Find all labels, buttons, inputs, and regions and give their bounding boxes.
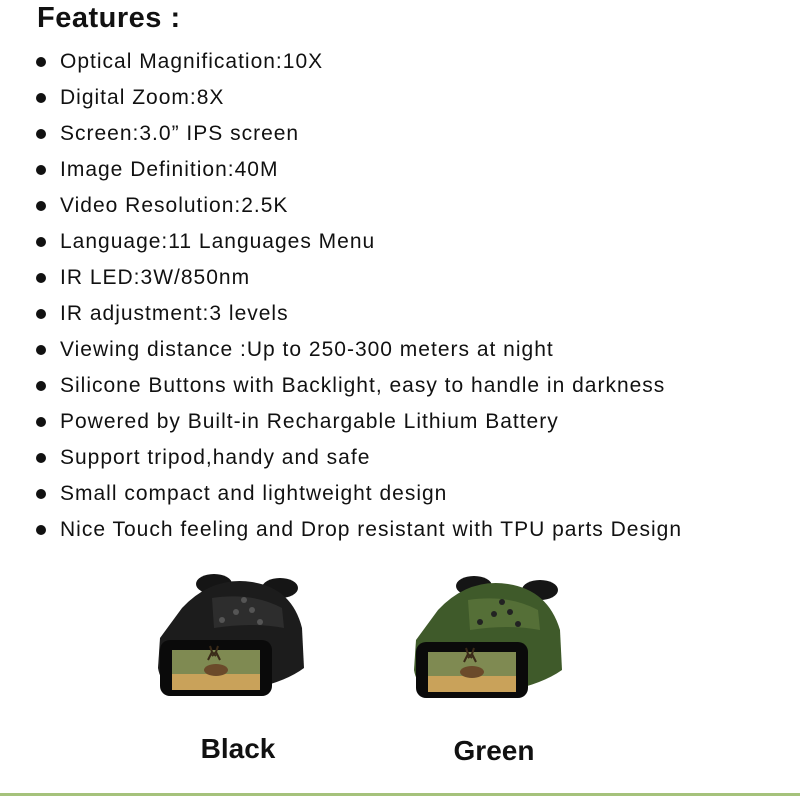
feature-item [36, 44, 682, 80]
feature-text: IR adjustment:3 levels [60, 302, 289, 325]
feature-item [36, 368, 682, 404]
bullet-icon [36, 345, 46, 355]
bullet-icon [36, 525, 46, 535]
feature-item [36, 476, 682, 512]
bullet-icon [36, 93, 46, 103]
features-heading: Features : [37, 2, 181, 34]
feature-text: Language:11 Languages Menu [60, 230, 376, 253]
bullet-icon [36, 273, 46, 283]
bullet-icon [36, 453, 46, 463]
feature-text: Nice Touch feeling and Drop resistant with TPU parts Design [60, 518, 683, 541]
bullet-icon [36, 381, 46, 391]
feature-text: Powered by Built-in Rechargable Lithium Battery [60, 410, 559, 433]
feature-item [36, 188, 682, 224]
feature-text: Support tripod,handy and safe [60, 446, 371, 469]
bullet-icon [36, 57, 46, 67]
feature-item [36, 440, 682, 476]
feature-item [36, 260, 682, 296]
product-image-black [152, 568, 312, 708]
bullet-icon [36, 129, 46, 139]
feature-text: Screen:3.0” IPS screen [60, 122, 300, 145]
variant-label-black: Black [200, 733, 276, 764]
bullet-icon [36, 165, 46, 175]
feature-list [36, 44, 682, 548]
feature-text: Video Resolution:2.5K [60, 194, 289, 217]
bullet-icon [36, 309, 46, 319]
variant-label-green: Green [453, 735, 535, 766]
feature-item [36, 296, 682, 332]
bullet-icon [36, 417, 46, 427]
feature-item [36, 332, 682, 368]
feature-item [36, 80, 682, 116]
feature-item [36, 404, 682, 440]
feature-text: Image Definition:40M [60, 158, 279, 181]
feature-item [36, 224, 682, 260]
feature-text: Viewing distance :Up to 250-300 meters at night [60, 338, 554, 361]
feature-text: Silicone Buttons with Backlight, easy to handle in darkness [60, 374, 666, 397]
feature-item [36, 512, 682, 548]
product-image-green [408, 570, 568, 710]
bullet-icon [36, 237, 46, 247]
feature-text: Digital Zoom:8X [60, 86, 225, 109]
feature-item [36, 116, 682, 152]
feature-text: Small compact and lightweight design [60, 482, 448, 505]
bullet-icon [36, 201, 46, 211]
feature-item [36, 152, 682, 188]
bullet-icon [36, 489, 46, 499]
feature-text: Optical Magnification:10X [60, 50, 324, 73]
feature-text: IR LED:3W/850nm [60, 266, 251, 289]
